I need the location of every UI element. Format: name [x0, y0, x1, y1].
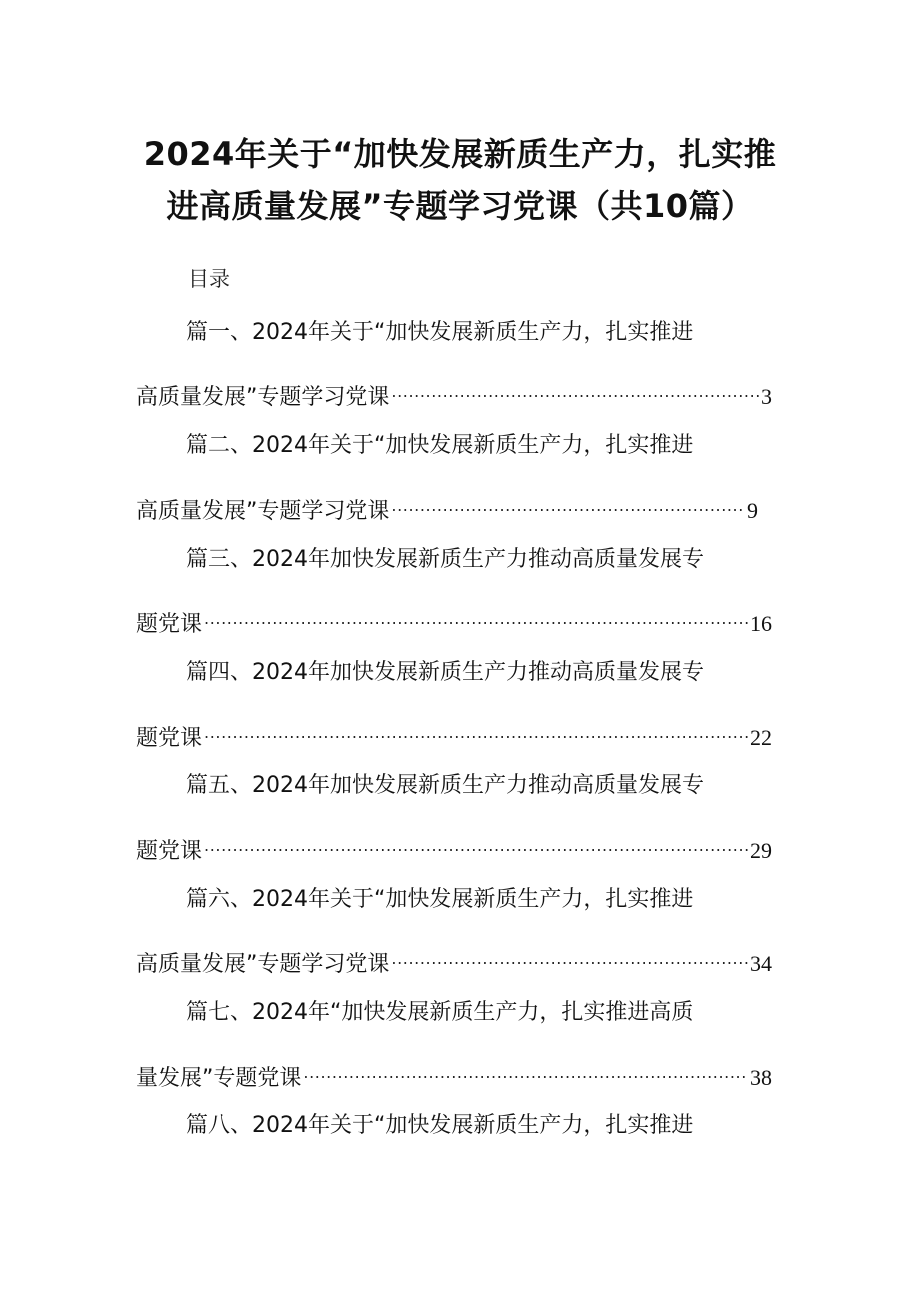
toc-entry-2-title[interactable]: 篇二、2024年关于“加快发展新质生产力，扎实推进 — [186, 433, 694, 458]
toc-entry-3-title-cont: 题党课 — [136, 612, 203, 637]
toc-entry-1-page: 3 — [761, 384, 772, 409]
dot-leader — [391, 488, 745, 518]
toc-entry-7-continuation[interactable] — [136, 1055, 772, 1094]
toc-entry-6-title-cont: 高质量发展”专题学习党课 — [136, 952, 390, 977]
dot-leader — [303, 1055, 748, 1085]
toc-entry-5-continuation[interactable] — [136, 828, 772, 867]
dot-leader — [204, 715, 748, 745]
toc-entry-5-page: 29 — [750, 838, 772, 863]
toc-entry-3-continuation[interactable] — [136, 601, 772, 640]
toc-entry-4-page: 22 — [750, 725, 772, 750]
toc-entry-2-title-cont: 高质量发展”专题学习党课 — [136, 499, 390, 524]
dot-leader — [391, 941, 748, 971]
toc-entry-5-title[interactable]: 篇五、2024年加快发展新质生产力推动高质量发展专 — [186, 773, 704, 798]
toc-entry-6-page: 34 — [750, 951, 772, 976]
document-title-line-2: 进高质量发展”专题学习党课（共10篇） — [166, 187, 754, 225]
toc-entry-3-title[interactable]: 篇三、2024年加快发展新质生产力推动高质量发展专 — [186, 547, 704, 572]
toc-heading: 目录 — [188, 267, 230, 291]
toc-entry-5-title-cont: 题党课 — [136, 839, 203, 864]
dot-leader — [391, 374, 759, 404]
toc-entry-8-title[interactable]: 篇八、2024年关于“加快发展新质生产力，扎实推进 — [186, 1113, 694, 1138]
toc-entry-1-title-cont: 高质量发展”专题学习党课 — [136, 385, 390, 410]
document-title-line-1: 2024年关于“加快发展新质生产力，扎实推 — [143, 135, 777, 173]
toc-entry-7-page: 38 — [750, 1065, 772, 1090]
dot-leader — [204, 601, 748, 631]
toc-entry-2-page: 9 — [747, 498, 758, 523]
toc-entry-4-continuation[interactable] — [136, 715, 772, 754]
toc-entry-6-title[interactable]: 篇六、2024年关于“加快发展新质生产力，扎实推进 — [186, 887, 694, 912]
toc-entry-7-title[interactable]: 篇七、2024年“加快发展新质生产力，扎实推进高质 — [186, 1000, 694, 1025]
toc-entry-3-page: 16 — [750, 611, 772, 636]
toc-entry-1-continuation[interactable] — [136, 374, 772, 413]
toc-entry-6-continuation[interactable] — [136, 941, 772, 980]
toc-entry-7-title-cont: 量发展”专题党课 — [136, 1066, 302, 1091]
toc-entry-1-title[interactable]: 篇一、2024年关于“加快发展新质生产力，扎实推进 — [186, 320, 694, 345]
dot-leader — [204, 828, 748, 858]
toc-entry-4-title-cont: 题党课 — [136, 726, 203, 751]
toc-entry-2-continuation[interactable] — [136, 488, 772, 527]
toc-entry-4-title[interactable]: 篇四、2024年加快发展新质生产力推动高质量发展专 — [186, 660, 704, 685]
